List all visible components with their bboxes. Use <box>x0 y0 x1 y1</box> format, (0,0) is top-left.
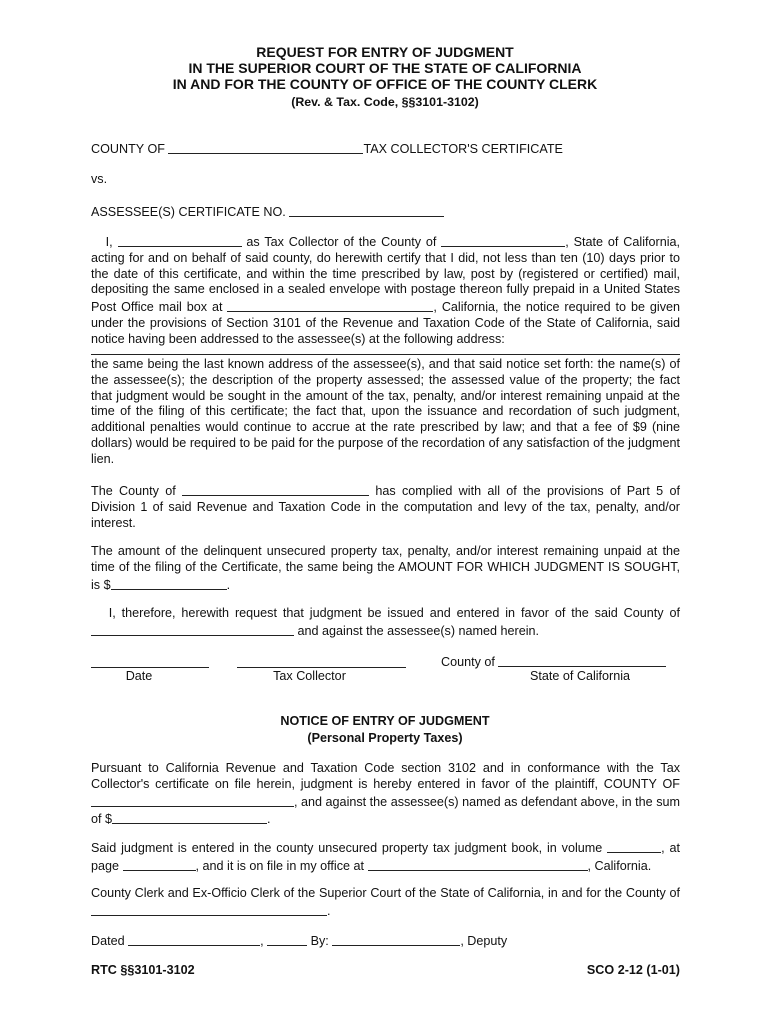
para4-text-a: The amount of the delinquent unsecured property tax, penalty, and/or interest remaining unpaid at the time of the filing of the Certificate, the same being the AMOUNT FOR WHICH JUDGMENT IS SOUGHT, is $ <box>91 544 680 592</box>
deputy-label: , Deputy <box>460 934 508 948</box>
date-caption: Date <box>125 669 153 683</box>
notice-details-paragraph: the same being the last known address of the assessee(s), and that said notice set forth: the name(s) of the assessee(s); the description of the property assessed; the assessed value of the property; the fact that judgment would be sought in the amount of the tax, penalty, and/or interest remaining unpaid at the time of the filing of this certificate; the fact that, upon the issuance and recordation of such judgment, additional penalties would continue to accrue at the rate prescribed by law; and that a fee of $9 (nine dollars) would be required to be paid for the purpose of the recordation of any satisfaction of the judgment lien. <box>91 357 680 466</box>
para1-text-a: I, <box>105 235 113 249</box>
tax-collector-caption: Tax Collector <box>273 669 346 683</box>
notice-p3-text-a: County Clerk and Ex-Officio Clerk of the Superior Court of the State of California, in and for the County of <box>91 886 680 900</box>
request-paragraph <box>91 606 680 640</box>
dated-line <box>91 932 507 950</box>
form-title-line3: IN AND FOR THE COUNTY OF OFFICE OF THE COUNTY CLERK <box>172 76 598 92</box>
amount-paragraph <box>91 544 680 593</box>
notice-p2-text-a: Said judgment is entered in the county unsecured property tax judgment book, in volume <box>91 841 603 855</box>
vs-label: vs. <box>91 172 108 186</box>
office-location-blank[interactable] <box>368 858 588 871</box>
para1-text-b: as Tax Collector of the County of <box>246 235 437 249</box>
judgment-entry-paragraph <box>91 761 680 828</box>
certification-paragraph <box>91 233 680 348</box>
assessee-cert-line <box>91 203 444 221</box>
footer-form-number: SCO 2-12 (1-01) <box>586 963 680 977</box>
plaintiff-county-blank[interactable] <box>91 794 294 807</box>
notice-title: NOTICE OF ENTRY OF JUDGMENT <box>280 714 490 728</box>
certificate-number-blank[interactable] <box>289 204 444 217</box>
footer-rtc-citation: RTC §§3101-3102 <box>91 963 195 977</box>
para4-text-b: . <box>226 577 231 592</box>
signature-county-label: County of <box>441 655 495 669</box>
dated-label: Dated <box>91 934 125 948</box>
para3-text-a: The County of <box>91 484 176 498</box>
deputy-signature-blank[interactable] <box>332 933 460 946</box>
para1-text-d: , California, the notice required to be given under the provisions of Section 3101 of the Revenue and Taxation Code of the State of California, said notice having been addressed to the assessee(s) at the following address: <box>91 300 681 346</box>
page-blank[interactable] <box>123 858 196 871</box>
post-office-location-blank[interactable] <box>227 299 433 312</box>
notice-p3-text-b: . <box>327 903 331 918</box>
favor-county-blank[interactable] <box>91 623 294 636</box>
tax-collector-signature-line[interactable] <box>237 667 406 668</box>
signature-county-blank[interactable] <box>498 654 666 667</box>
county-caption-line <box>91 140 563 158</box>
tax-collector-name-blank[interactable] <box>118 234 242 247</box>
judgment-sum-blank[interactable] <box>112 811 267 824</box>
tax-collector-certificate-label: TAX COLLECTOR'S CERTIFICATE <box>363 142 563 156</box>
para5-text-a: I, therefore, herewith request that judgment be issued and entered in favor of the said County of <box>108 606 680 620</box>
notice-p1-text-a: Pursuant to California Revenue and Taxation Code section 3102 and in conformance with the Tax Collector's certificate on file herein, judgment is hereby entered in favor of the plaintiff, COUNTY OF <box>91 761 680 791</box>
county-compliance-blank[interactable] <box>182 483 369 496</box>
date-signature-line[interactable] <box>91 667 209 668</box>
notice-subtitle: (Personal Property Taxes) <box>307 731 463 745</box>
notice-p1-text-b: , and against the assessee(s) named as defendant above, in the sum of $ <box>91 794 680 827</box>
volume-blank[interactable] <box>607 840 661 853</box>
notice-p1-text-c: . <box>267 812 271 827</box>
para1-text-c: , State of California, acting for and on behalf of said county, do herewith certify that I did, not less than ten (10) days prior to the date of this certificate, and within the time prescribed by law, post by (registered or certified) mail, depositing the same enclosed in a sealed envelope with postage thereon fully prepaid in a United States Post Office mail box at <box>91 235 681 315</box>
county-name-blank[interactable] <box>168 141 363 154</box>
para3-text-b: has complied with all of the provisions of Part 5 of Division 1 of said Revenue and Taxation Code in the computation and levy of the tax, penalty, and/or interest. <box>91 484 680 530</box>
notice-p2-text-c: , and it is on file in my office at <box>195 858 364 873</box>
county-clerk-paragraph <box>91 886 680 920</box>
assessee-cert-label: ASSESSEE(S) CERTIFICATE NO. <box>91 205 286 219</box>
compliance-paragraph <box>91 482 680 531</box>
form-title-line1: REQUEST FOR ENTRY OF JUDGMENT <box>256 44 514 60</box>
notice-p2-text-b: , at page <box>91 841 680 873</box>
notice-p2-text-d: , California. <box>587 858 652 873</box>
code-citation: (Rev. & Tax. Code, §§3101-3102) <box>291 95 479 109</box>
county-blank[interactable] <box>441 234 565 247</box>
state-caption: State of California <box>529 669 631 683</box>
clerk-county-blank[interactable] <box>91 903 327 916</box>
year-blank[interactable] <box>267 933 307 946</box>
by-label: By: <box>310 934 329 948</box>
assessee-address-line[interactable] <box>91 354 680 355</box>
dated-blank[interactable] <box>128 933 260 946</box>
dated-comma: , <box>260 934 264 948</box>
amount-sought-blank[interactable] <box>111 577 227 590</box>
judgment-book-paragraph <box>91 839 680 875</box>
para5-text-b: and against the assessee(s) named herein. <box>297 623 540 638</box>
form-title-line2: IN THE SUPERIOR COURT OF THE STATE OF CALIFORNIA <box>188 60 582 76</box>
county-of-label: COUNTY OF <box>91 142 165 156</box>
